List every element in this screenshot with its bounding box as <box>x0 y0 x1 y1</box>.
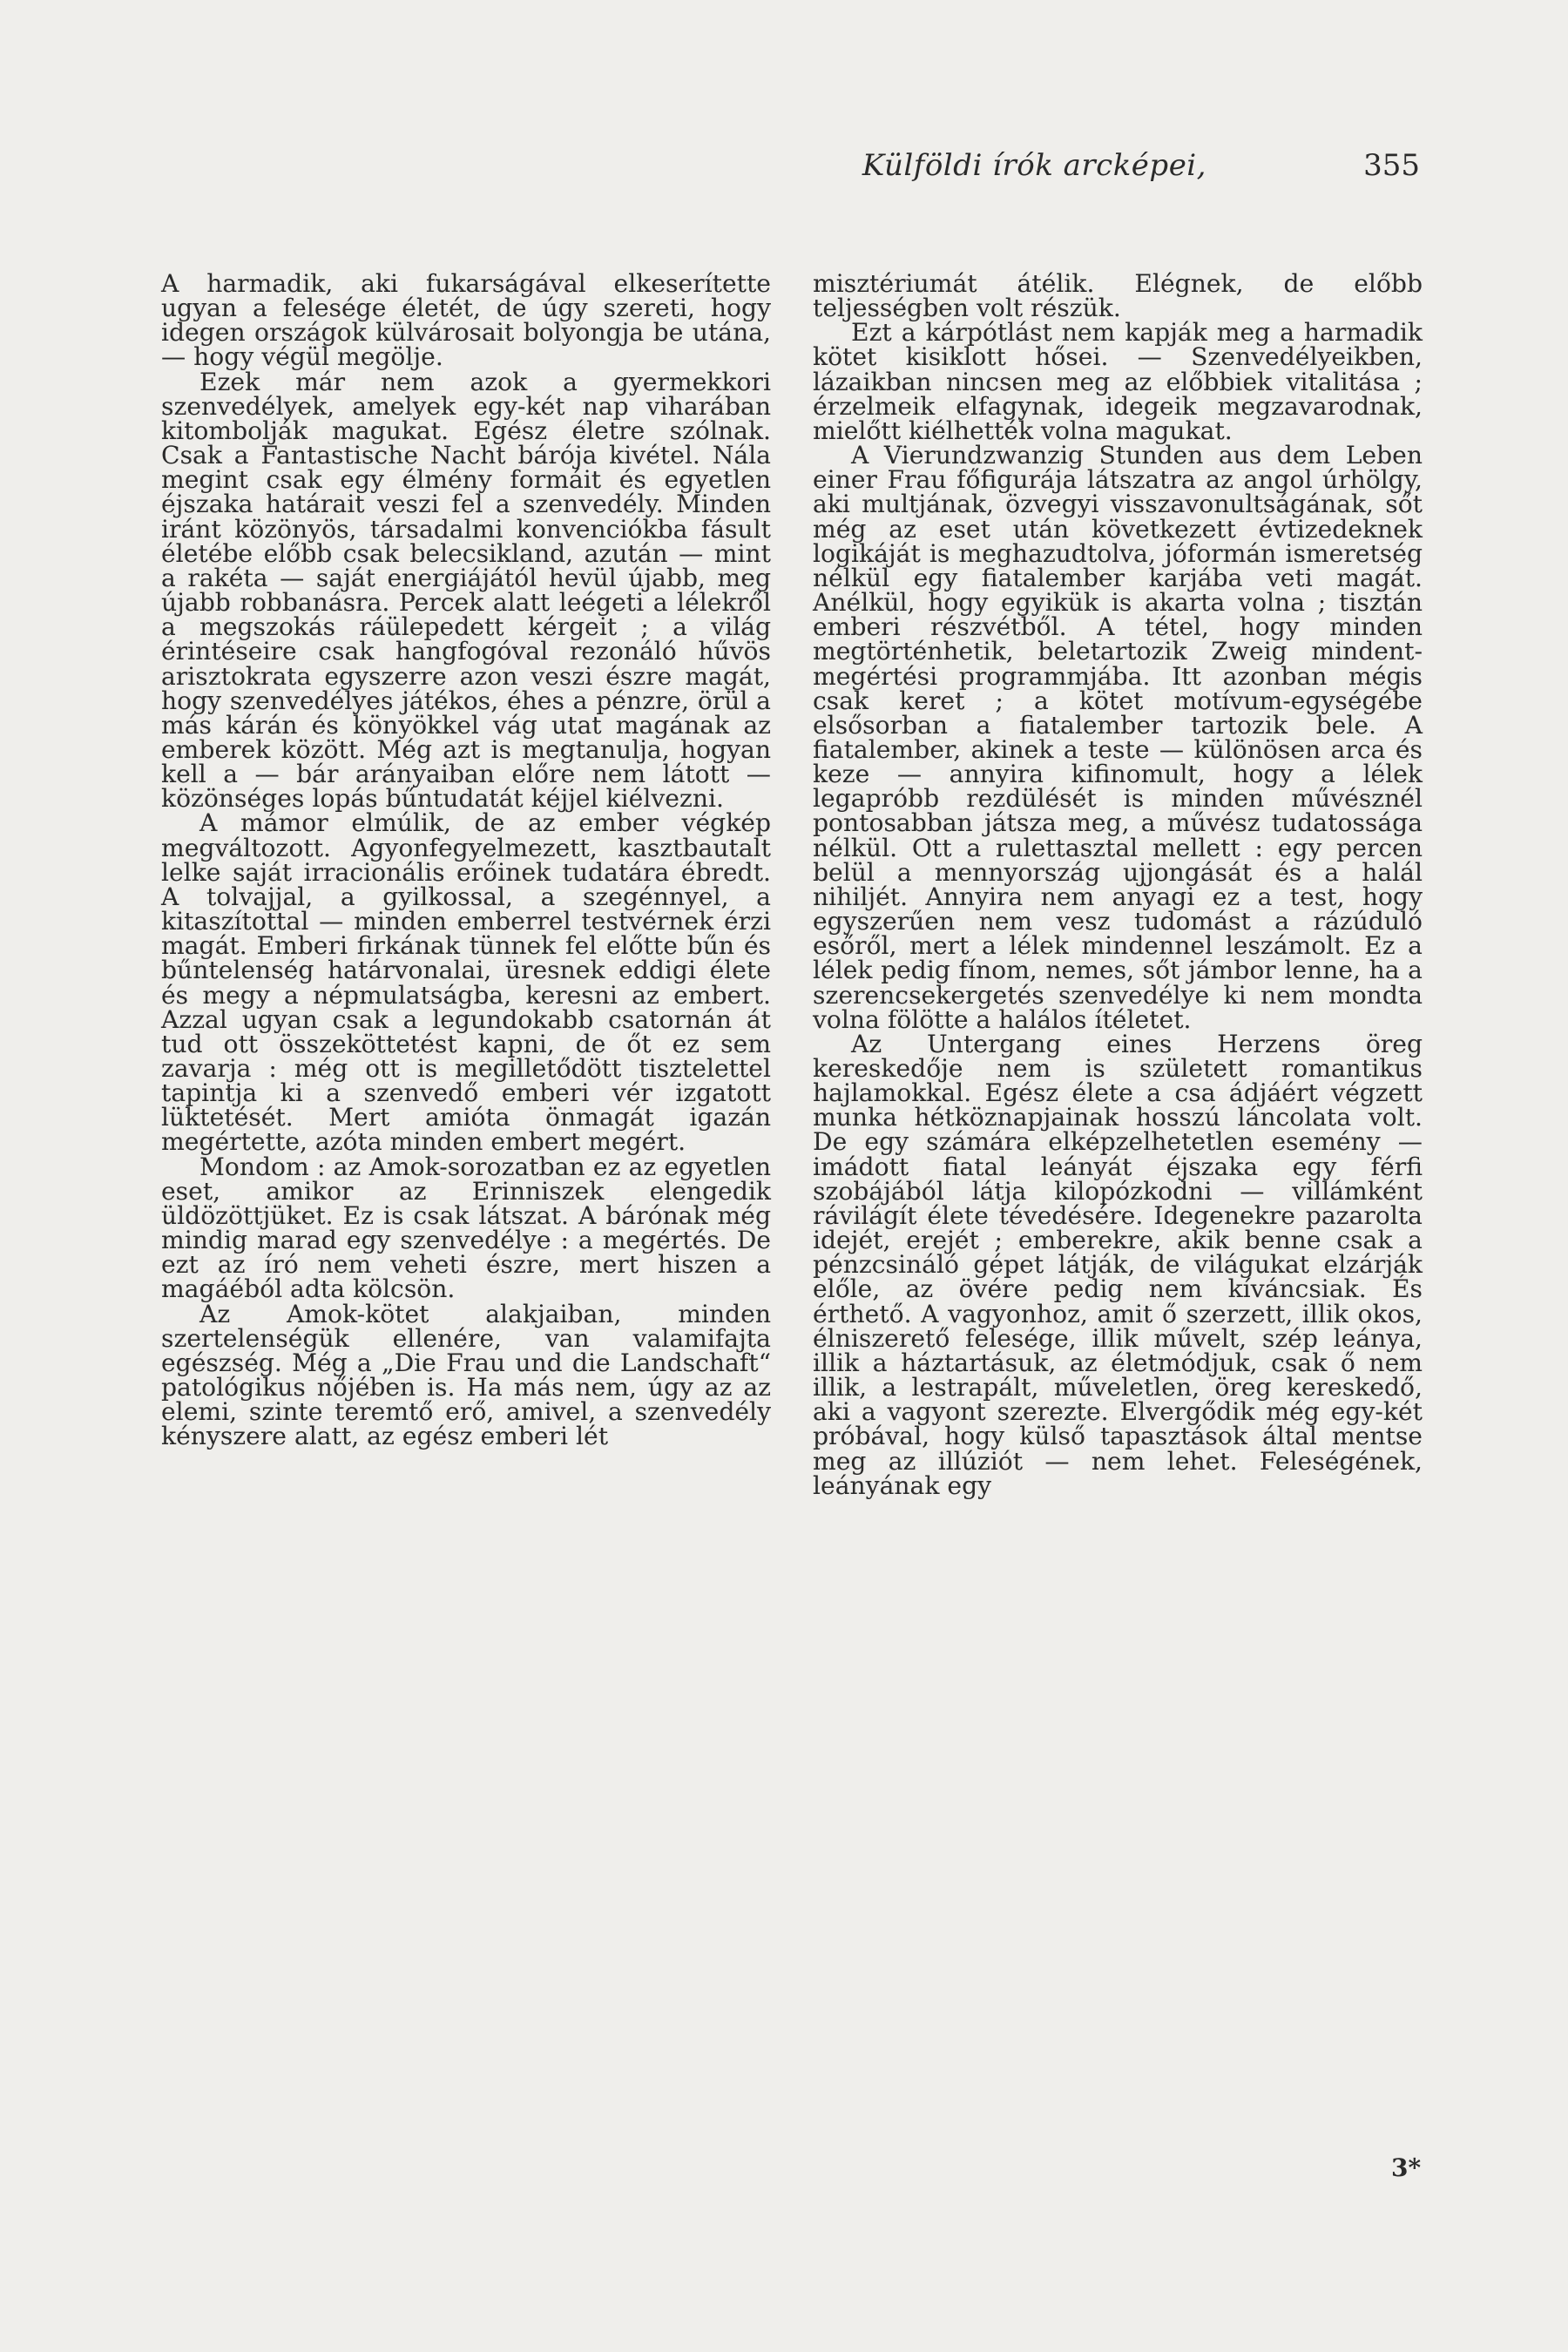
page-header <box>157 148 1420 192</box>
paragraph: misztériumát átélik. Elégnek, de előbb teljességben volt részük. <box>813 269 1423 323</box>
paragraph: Mondom : az Amok-sorozatban ez az egyetlen eset, amikor az Erinniszek elengedik üldözöttjüket. Ez is csak látszat. A bárónak még mindig marad egy szenvedélye : a megértés. De ezt az író nem veheti észre, mert hiszen a magáéból adta kölcsön. <box>161 1152 771 1304</box>
page-number: 355 <box>1363 148 1420 183</box>
paragraph: Az Untergang eines Herzens öreg kereskedője nem is született romantikus hajlamokkal. Egész élete a csa ádjáért végzett munka hétköznapjainak hosszú láncolata volt. De egy számára elképzelhetetlen esemény — imádott fiatal leányát éjszaka egy férfi szobájából látja kilopózkodni — villámként rávilágít élete tévedésére. Idegenekre pazarolta idejét, erejét ; emberekre, akik benne csak a pénzcsináló gépet látják, de világukat elzárják előle, az övére pedig nem kíváncsiak. És érthető. A vagyonhoz, amit ő szerzett, illik okos, élniszerető felesége, illik művelt, szép leánya, illik a háztartásuk, az életmódjuk, csak ő nem illik, a lestrapált, műveletlen, öreg kereskedő, aki a vagyont szerezte. Elvergődik még egy-két próbával, hogy külső tapasztások által mentse meg az illúziót — nem lehet. Feleségének, leányának egy <box>813 1029 1423 1500</box>
paragraph: A Vierundzwanzig Stunden aus dem Leben einer Frau főfigurája látszatra az angol úrhölgy, aki multjának, özvegyi visszavonultságának, sőt még az eset után következett évtizedeknek logikáját is meghazudtolva, jóformán ismeretség nélkül egy fiatalember karjába veti magát. Anélkül, hogy egyikük is akarta volna ; tisztán emberi részvétből. A tétel, hogy minden megtörténhetik, beletartozik Zweig mindent-megértési programmjába. Itt azonban mégis csak keret ; a kötet motívum-egységébe elsősorban a fiatalember tartozik bele. A fiatalember, akinek a teste — különösen arca és keze — annyira kifinomult, hogy a lélek legapróbb rezdülését is minden művésznél pontosabban játsza meg, a művész tudatossága nélkül. Ott a rulettasztal mellett : egy percen belül a mennyország ujjongását és a halál nihiljét. Annyira nem anyagi ez a test, hogy egyszerűen nem vesz tudomást a rázúduló esőről, mert a lélek mindennel leszámolt. Ez a lélek pedig fínom, nemes, sőt jámbor lenne, ha a szerencsekergetés szenvedélye ki nem mondta volna fölötte a halálos ítéletet. <box>813 441 1423 1034</box>
left-column <box>161 269 771 1451</box>
paragraph: Ezt a kárpótlást nem kapják meg a harmadik kötet kisiklott hősei. — Szenvedélyeikben, lázaikban nincsen meg az előbbiek vitalitása ; érzelmeik elfagynak, idegeik megzavarodnak, mielőtt kiélhették volna magukat. <box>813 318 1423 445</box>
right-column <box>813 269 1423 1500</box>
paragraph: Ezek már nem azok a gyermekkori szenvedélyek, amelyek egy-két nap viharában kitombolják magukat. Egész életre szólnak. Csak a Fantastische Nacht bárója kivétel. Nála megint csak egy élmény formáit és egyetlen éjszaka határait veszi fel a szenvedély. Minden iránt közönyös, társadalmi konvenciókba fásult életébe előbb csak belecsikland, azután — mint a rakéta — saját energiájától hevül újabb, meg újabb robbanásra. Percek alatt leégeti a lélekről a megszokás ráülepedett kérgeit ; a világ érintéseire csak hangfogóval rezonáló hűvös arisztokrata egyszerre azon veszi észre magát, hogy szenvedélyes játékos, éhes a pénzre, örül a más kárán és könyökkel vág utat magának az emberek között. Még azt is megtanulja, hogyan kell a — bár arányaiban előre nem látott — közönséges lopás bűntudatát kéjjel kiélvezni. <box>161 367 771 814</box>
paragraph: A mámor elmúlik, de az ember végkép megváltozott. Agyonfegyelmezett, kasztbautalt lelke saját irracionális erőinek tudatára ébredt. A tolvajjal, a gyilkossal, a szegénnyel, a kitaszítottal — minden emberrel testvérnek érzi magát. Emberi firkának tünnek fel előtte bűn és bűntelenség határvonalai, üresnek eddigi élete és megy a népmulatságba, keresni az embert. Azzal ugyan csak a legundokabb csatornán át tud ott összeköttetést kapni, de őt ez sem zavarja : még ott is megilletődött tisztelettel tapintja ki a szenvedő emberi vér izgatott lüktetését. Mert amióta önmagát igazán megértette, azóta minden embert megért. <box>161 808 771 1157</box>
signature-mark: 3* <box>1391 2153 1422 2182</box>
running-title: Külföldi írók arcképei, <box>862 148 1206 183</box>
paragraph: A harmadik, aki fukarságával elkeserítette ugyan a felesége életét, de úgy szereti, hogy idegen országok külvárosait bolyongja be utána,— hogy végül megölje. <box>161 269 771 372</box>
paragraph: Az Amok-kötet alakjaiban, minden szertelenségük ellenére, van valamifajta egészség. Még a „Die Frau und die Landschaft“ patológikus nőjében is. Ha más nem, úgy az az elemi, szinte teremtő erő, amivel, a szenvedély kényszere alatt, az egész emberi lét <box>161 1299 771 1451</box>
